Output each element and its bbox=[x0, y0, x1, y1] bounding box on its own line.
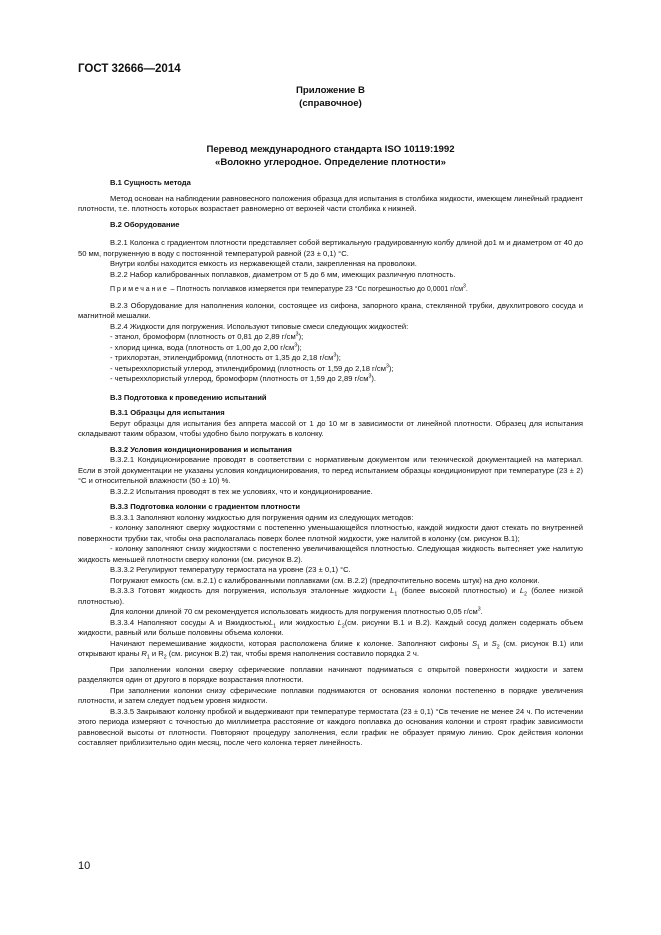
list-item: - четыреххлористый углерод, бромоформ (плотность от 1,59 до 2,89 $г/см^3$). bbox=[110, 373, 376, 383]
paragraph-b3-2-2: В.3.2.2 Испытания проводят в тех же условиях, что и кондиционирование. bbox=[110, 486, 373, 496]
translation-title-line-1: Перевод международного стандарта ISO 10119:1992 bbox=[206, 144, 455, 155]
paragraph-b2-3: В.2.3 Оборудование для наполнения колонки, состоящее из сифона, запорного крана, стеклянной трубки, двухлитрового сосуда и магнитной мешалки. bbox=[78, 300, 583, 320]
paragraph-b3-3-2: В.3.3.2 Регулируют температуру термостата на уровне (23 ± 0,1) °С. bbox=[110, 565, 351, 574]
paragraph-b3-3-1-b: - колонку заполняют снизу жидкостями с постепенно увеличивающейся плотностью. Следующая жидкость вытесняет уже налитую жидкость меньшей плотности сверху колонки (см. рисунок В.2). bbox=[78, 544, 583, 564]
paragraph-b3-3-4: В.3.3.4 Наполняют сосуды А и ВжидкостьюL$_1$ или жидкостью $L_2(см$. рисунки В.1 и В.2). Каждый сосуд должен содержать объем жидкости, равный или больше половины объема колонки. bbox=[78, 617, 584, 637]
list-item: - трихлорэтан, этилендибромид (плотность от 1,35 до 2,18 $г/см^3$); bbox=[110, 352, 341, 362]
list-item: - этанол, бромоформ (плотность от 0,81 до 2,89 $г/см^3$); bbox=[110, 331, 304, 341]
paragraph-b3-3-4-c: При заполнении колонки сверху сферические поплавки начинают подниматься с открытой поверхности жидкости и затем разделяются один от другого в порядке возрастания плотности. bbox=[78, 664, 583, 684]
note-b2 bbox=[78, 285, 583, 296]
paragraph-b2-2: В.2.2 Набор калиброванных поплавков, диаметром от 5 до 6 мм, имеющих различную плотность. bbox=[110, 269, 456, 279]
subsection-heading-b3-2: В.3.2 Условия кондиционирования и испытания bbox=[110, 444, 292, 454]
paragraph-b3-3-3-b: Для колонки длиной 70 см рекомендуется использовать жидкость для погружения плотностью 0,05 $г/см^3$. bbox=[110, 606, 483, 616]
section-heading-b2: В.2 Оборудование bbox=[110, 219, 180, 229]
subsection-heading-b3-3: В.3.3 Подготовка колонки с градиентом плотности bbox=[110, 502, 301, 511]
paragraph-b3-3-2-b: Погружают емкость (см. в.2.1) с калиброванными поплавками (см. В.2.2) (предпочтительно восемь штук) на дно колонки. bbox=[110, 575, 540, 585]
paragraph-b3-3-3: В.3.3.3 Готовят жидкость для погружения, используя эталонные жидкости $L_1$ (более высокой плотностью) и $L_2$ (более низкой плотностью). bbox=[78, 586, 584, 606]
paragraph-b2-1: В.2.1 Колонка с градиентом плотности представляет собой вертикальную градуированную колбу длиной до1 м и диаметром от 40 до 50 мм, погруженную в воду с постоянной температурой равной (23 ± 0,1) °С. bbox=[78, 238, 583, 258]
paragraph-b2-4: В.2.4 Жидкости для погружения. Используют типовые смеси следующих жидкостей: bbox=[110, 321, 409, 331]
annex-header bbox=[78, 84, 583, 110]
section-heading-b3: В.3 Подготовка к проведению испытаний bbox=[110, 392, 267, 402]
paragraph-b3-3-4-d: При заполнении колонки снизу сферические поплавки поднимаются от основания колонки постепенно в порядке увеличения плотности, и затем следует подъем уровня жидкости. bbox=[78, 685, 583, 705]
translation-title-line-2: «Волокно углеродное. Определение плотности» bbox=[215, 156, 446, 168]
annex-title: Приложение В bbox=[296, 85, 365, 96]
paragraph-b1-text: Метод основан на наблюдении равновесного положения образца для испытания в столбика жидкости, имеющем линейный градиент плотности, т.е. плотность которых возрастает равномерно от верхней части столбика к нижней. bbox=[78, 193, 583, 213]
note-word: Примечание bbox=[110, 286, 169, 293]
paragraph-b3-2-1: В.3.2.1 Кондиционирование проводят в соответствии с нормативным документом или технической документацией на материал. Если в этой документации не указаны условия кондиционирования, то перед испытанием образцы кондиционируют при температуре (23 ± 2) °С и относительной влажности (50 ± 10) %. bbox=[78, 455, 583, 485]
subsection-heading-b3-1: В.3.1 Образцы для испытания bbox=[110, 408, 225, 417]
paragraph-b3-3-5: В.3.3.5 Закрывают колонку пробкой и выдерживают при температуре термостата (23 ± 0,1) °Св течение не менее 24 ч. По истечении этого периода измеряют с точностью до миллиметра расстояние от каждого поплавка до основания колонки и строят график зависимости равновесной высоты от плотности. Повторяют процедуру заполнения, если график не образует прямую линию. Срок действия колонки составляет приблизительно один месяц, после чего колонка теряет линейность. bbox=[78, 706, 583, 747]
document-body bbox=[78, 178, 583, 749]
paragraph-b3-3-1-a: - колонку заполняют сверху жидкостями с постепенно уменьшающейся плотностью, каждой жидкости дают стекать по внутренней поверхности трубки так, чтобы она располагалась поверх более плотной жидкости, уже налитой в колонку (см. рисунок В.1); bbox=[78, 523, 583, 543]
paragraph-b3-3-1: В.3.3.1 Заполняют колонку жидкостью для погружения одним из следующих методов: bbox=[110, 512, 414, 522]
list-item: - четыреххлористый углерод, этилендибромид (плотность от 1,59 до 2,18 $г/см^3$); bbox=[110, 362, 394, 373]
paragraph-b2-1-cont: Внутри колбы находится емкость из нержавеющей стали, закрепленная на проволоки. bbox=[110, 259, 417, 268]
paragraph-b3-1: Берут образцы для испытания без аппрета массой от 1 до 10 мг в зависимости от линейной плотности. Образец для испытания складывают таким образом, чтобы удобно было погружать в колонку. bbox=[78, 418, 583, 438]
note-text: – Плотность поплавков измеряется при температуре 23 °Сс погрешностью до 0,0001 $г/см^3$. bbox=[168, 283, 468, 293]
document-code: ГОСТ 32666—2014 bbox=[78, 63, 181, 75]
translation-title bbox=[78, 144, 583, 169]
annex-type: (справочное) bbox=[299, 98, 362, 109]
paragraph-b3-3-4-b: Начинают перемешивание жидкости, которая расположена ближе к колонке. Заполняют сифоны $S_1$ и $S_2$ (см. рисунок В.1) или открывают краны $R_1$ и $R_2$ (см. рисунок В.2) так, чтобы время наполнения составило порядка 2 ч. bbox=[78, 638, 583, 661]
page-number: 10 bbox=[78, 860, 91, 872]
section-heading-b1: В.1 Сущность метода bbox=[110, 178, 191, 187]
list-item: - хлорид цинка, вода (плотность от 1,00 до 2,00 $г/см^3$); bbox=[110, 341, 302, 352]
